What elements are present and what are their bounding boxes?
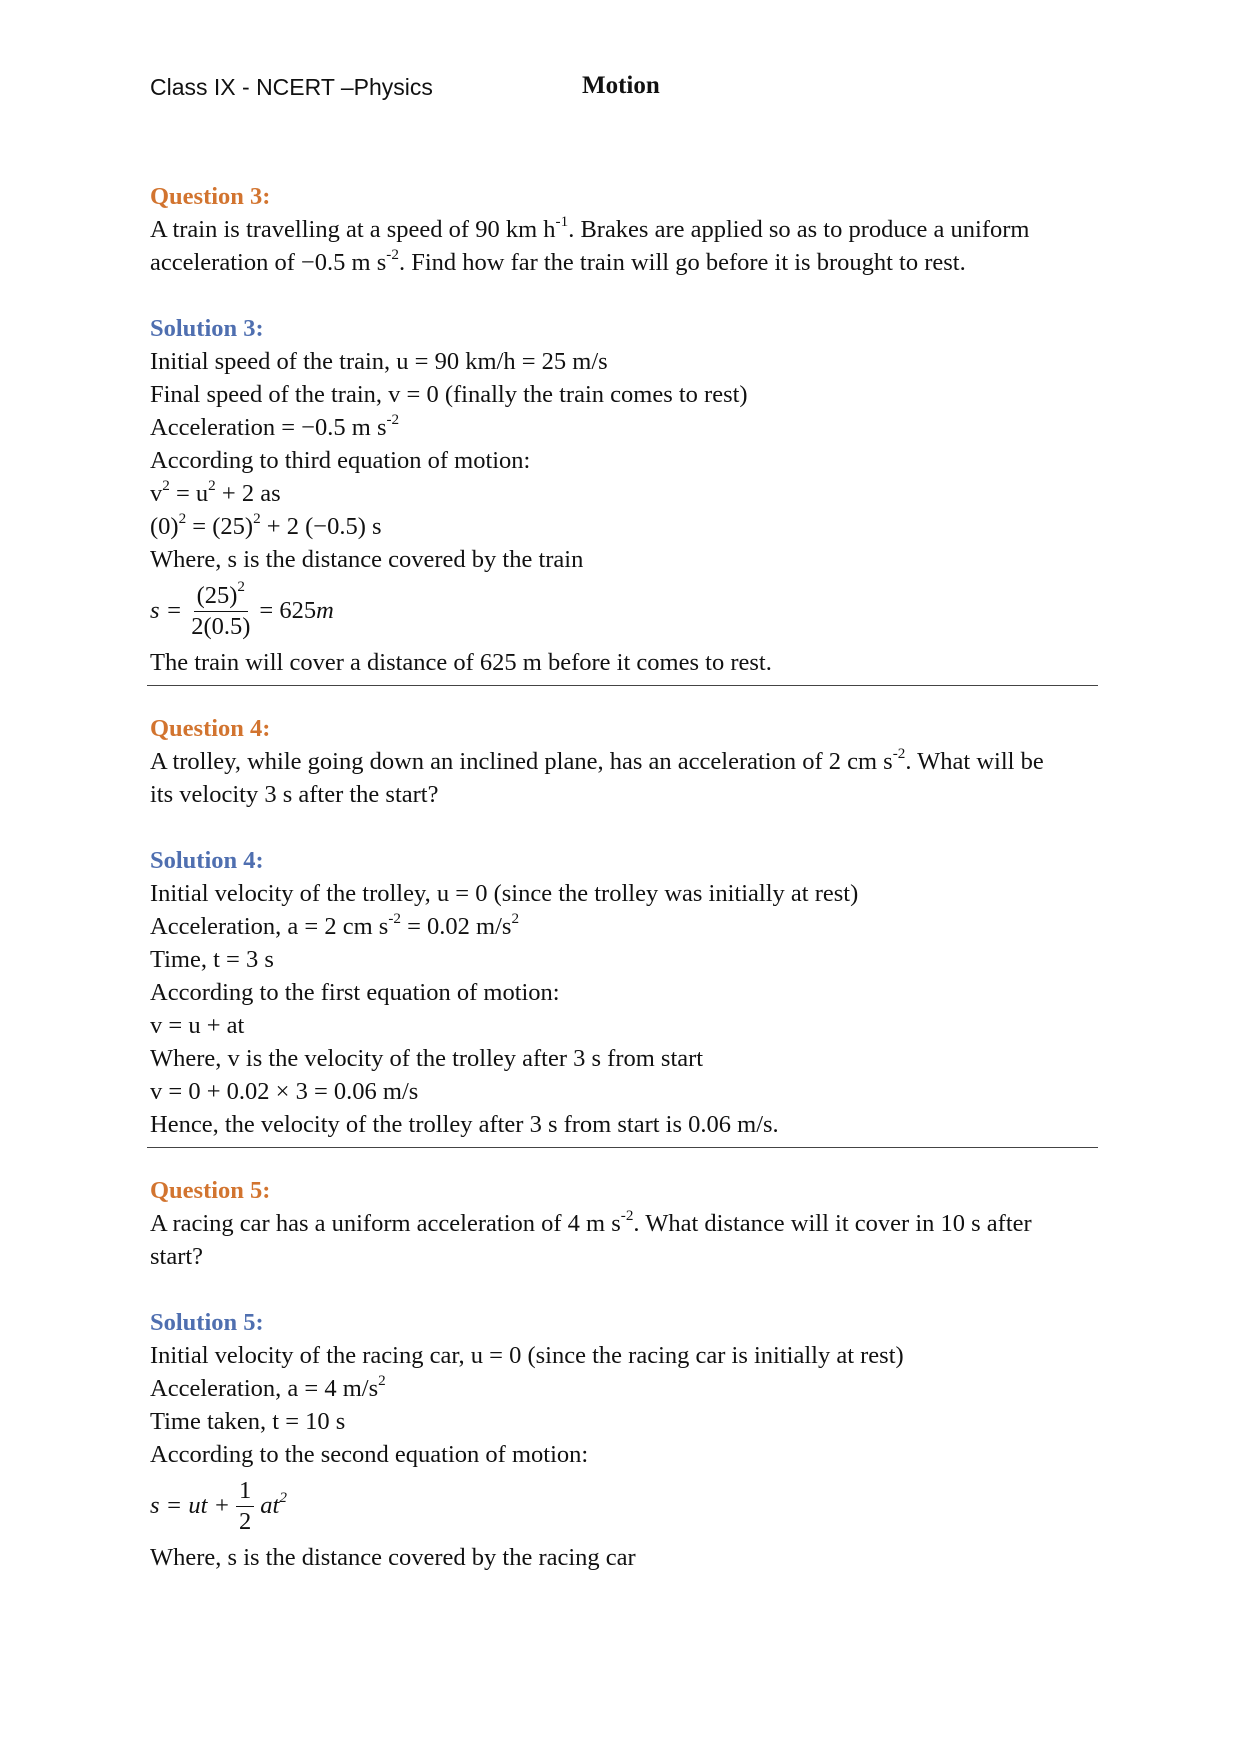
question-4-text-line-1: A trolley, while going down an inclined plane, has an acceleration of 2 cm $s^{-2}$. What will be xyxy=(150,744,1044,775)
header-class-subject: Class IX - NCERT –Physics xyxy=(150,74,433,100)
solution-3-conclusion: The train will cover a distance of 625 m before it comes to rest. xyxy=(150,649,772,676)
solution-4-equation: v = u + at xyxy=(150,1012,245,1039)
solution-4-line: Initial velocity of the trolley, u = 0 (since the trolley was initially at rest) xyxy=(150,880,859,907)
solution-5-fraction-equation: s = ut + $\frac{1}{2}$ $at^2$ xyxy=(150,1476,287,1535)
solution-3-equation: $(0)^2 = (25)^2 + 2$ (−0.5) s xyxy=(150,509,382,540)
solution-3-equation: $v^2 = u^2 + 2$ as xyxy=(150,476,281,507)
solution-5-line: Initial velocity of the racing car, u = 0 (since the racing car is initially at rest) xyxy=(150,1342,904,1369)
page-header xyxy=(150,72,1100,112)
solution-3-line: Acceleration = −0.5 m $s^{-2}$ xyxy=(150,410,400,441)
solution-5-line: Where, s is the distance covered by the racing car xyxy=(150,1544,636,1571)
question-3-heading: Question 3: xyxy=(150,183,271,210)
solution-4-equation: v = 0 + 0.02 × 3 = 0.06 m/s xyxy=(150,1078,419,1105)
question-4-heading: Question 4: xyxy=(150,715,271,742)
header-chapter-title: Motion xyxy=(582,72,660,99)
question-4 xyxy=(150,712,1095,811)
solution-3-line: Initial speed of the train, u = 90 km/h = 25 m/s xyxy=(150,348,608,375)
page-content xyxy=(150,180,1095,1574)
question-3-text-line-1: A train is travelling at a speed of 90 km $h^{-1}$. Brakes are applied so as to produce a uniform xyxy=(150,212,1030,243)
solution-5-heading: Solution 5: xyxy=(150,1309,264,1336)
solution-4-heading: Solution 4: xyxy=(150,847,264,874)
solution-4 xyxy=(150,844,1095,1148)
solution-3-line: Where, s is the distance covered by the train xyxy=(150,546,584,573)
solution-3-fraction-equation: s = $\frac{(25)^2}{2(0.5)}$ = 625 m xyxy=(150,578,334,640)
solution-4-line: According to the first equation of motion: xyxy=(150,979,560,1006)
solution-5-line: Time taken, t = 10 s xyxy=(150,1408,346,1435)
solution-3-line: According to third equation of motion: xyxy=(150,447,531,474)
solution-4-line: Where, v is the velocity of the trolley after 3 s from start xyxy=(150,1045,704,1072)
question-5-text-line-1: A racing car has a uniform acceleration of 4 m $s^{-2}$. What distance will it cover in 10 s after xyxy=(150,1206,1032,1237)
fraction: $\frac{1}{2}$ xyxy=(236,1476,254,1537)
question-3-text-line-2: acceleration of −0.5 m $s^{-2}$. Find how far the train will go before it is brought to rest. xyxy=(150,245,966,276)
solution-3-line: Final speed of the train, v = 0 (finally the train comes to rest) xyxy=(150,381,748,408)
solution-3-heading: Solution 3: xyxy=(150,315,264,342)
fraction: $\frac{(25)^2}{2(0.5)}$ xyxy=(191,578,251,640)
solution-4-conclusion: Hence, the velocity of the trolley after 3 s from start is 0.06 m/s. xyxy=(150,1111,779,1138)
solution-4-line: Time, t = 3 s xyxy=(150,946,274,973)
solution-5 xyxy=(150,1306,1095,1574)
question-4-text-line-2: its velocity 3 s after the start? xyxy=(150,781,439,808)
question-5-heading: Question 5: xyxy=(150,1177,271,1204)
solution-3 xyxy=(150,312,1095,686)
solution-4-line: Acceleration, a = 2 cm $s^{-2} = 0.02$ $m/s^2$ xyxy=(150,909,520,940)
solution-5-line: Acceleration, a = 4 $m/s^2$ xyxy=(150,1371,386,1402)
solution-5-line: According to the second equation of motion: xyxy=(150,1441,589,1468)
question-3 xyxy=(150,180,1095,279)
question-5 xyxy=(150,1174,1095,1273)
question-5-text-line-2: start? xyxy=(150,1243,204,1270)
